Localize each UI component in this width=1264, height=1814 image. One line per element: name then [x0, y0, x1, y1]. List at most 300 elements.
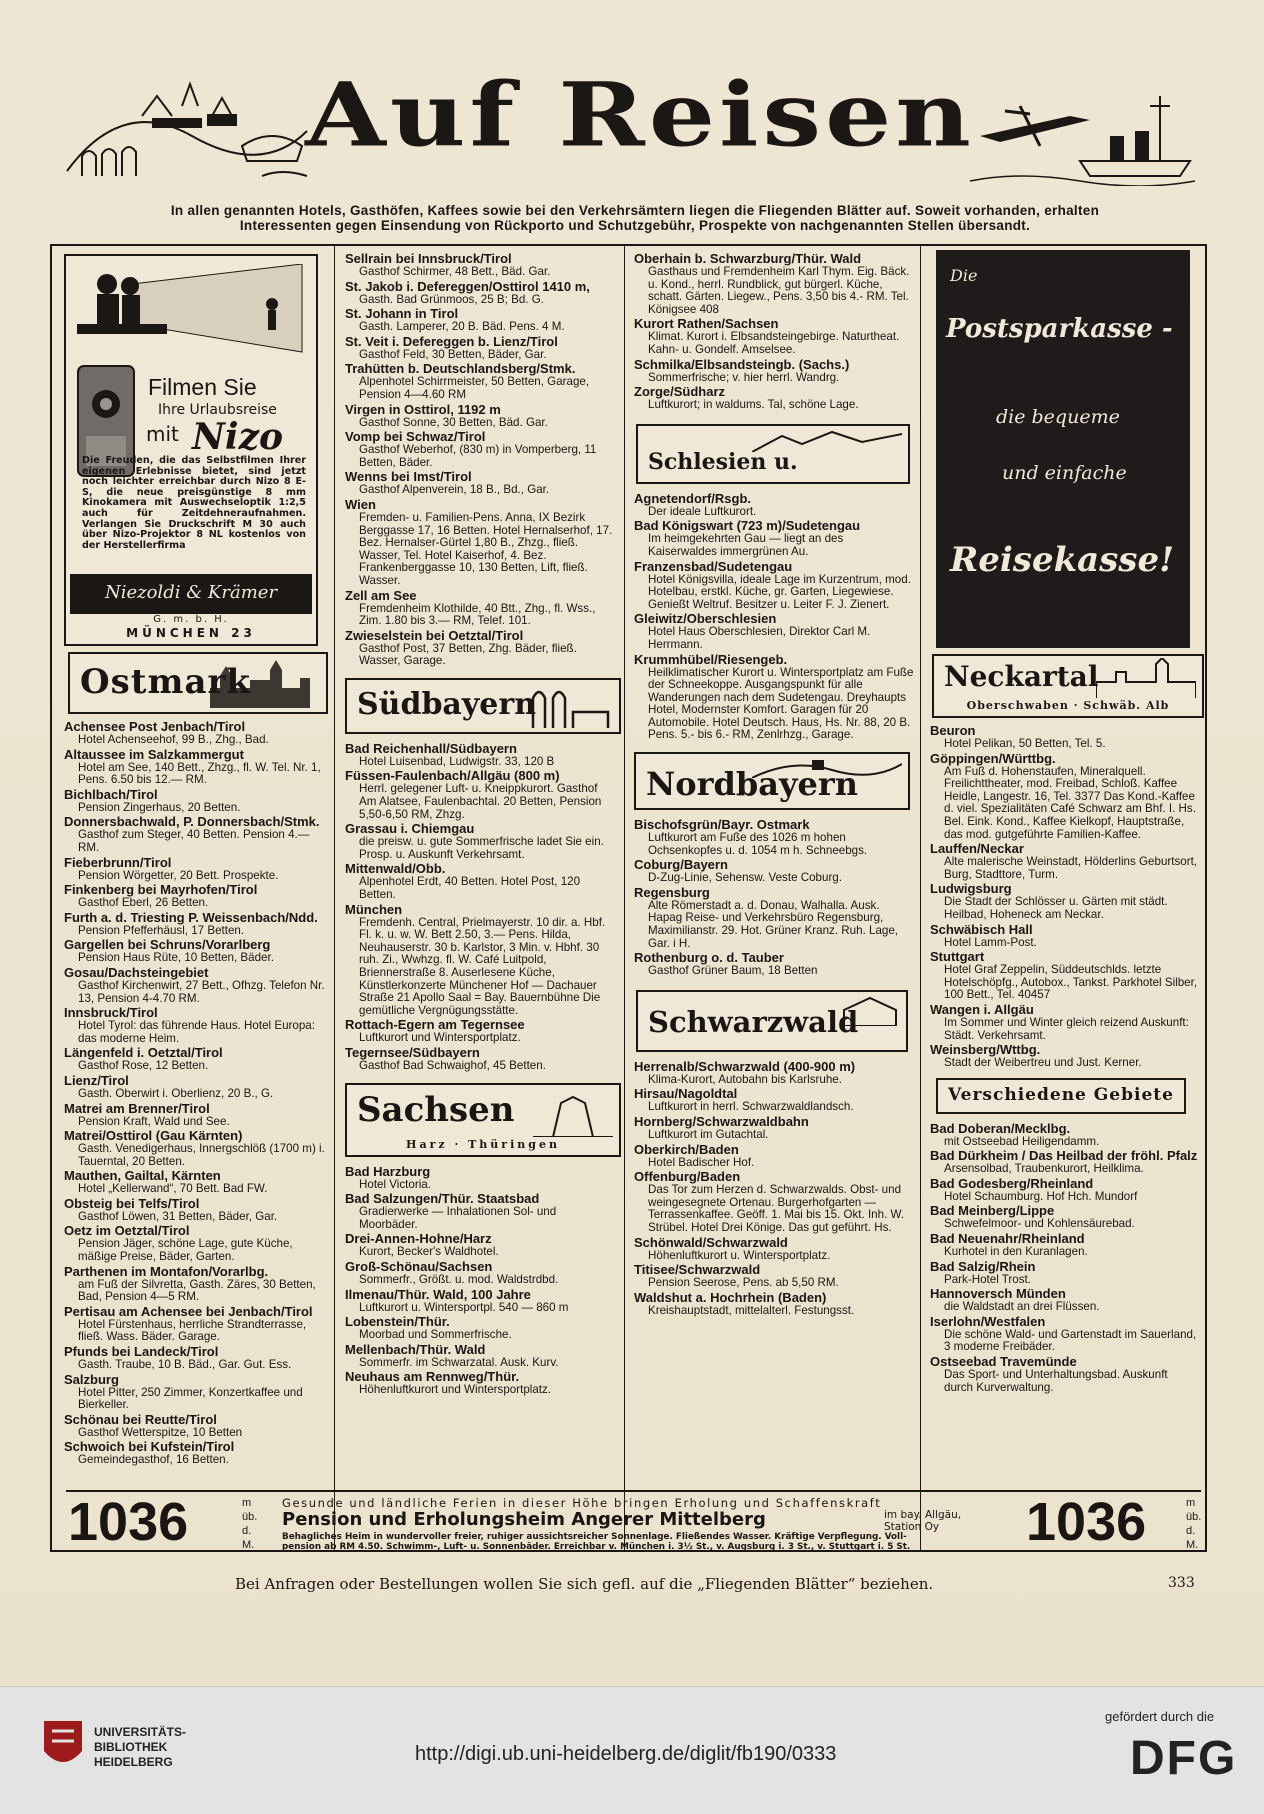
- listing-entry: [930, 1122, 1198, 1149]
- listing-ostmark: [64, 720, 326, 1467]
- listing-entry: [930, 842, 1198, 881]
- listing-entry: [64, 1440, 326, 1467]
- listing-entry: [64, 1129, 326, 1168]
- listing-entry: [634, 1236, 914, 1263]
- listing-details: die Waldstadt an drei Flüssen.: [944, 1300, 1100, 1314]
- listing-place: Iserlohn/Westfalen: [930, 1313, 1046, 1329]
- listing-entry: [64, 883, 326, 910]
- listing-details: Gasthof Schirmer, 48 Bett., Bäd. Gar.: [359, 265, 551, 278]
- column-2: [345, 252, 617, 1398]
- section-banner-schwarzwald: [636, 990, 908, 1052]
- angerer-line-1: Gesunde und ländliche Ferien in dieser Höhe bringen Erholung und Schaffenskraft: [282, 1496, 882, 1510]
- listing-schwarzwald: [634, 1060, 914, 1318]
- listing-details: Am Fuß d. Hohenstaufen, Mineralquell. Freilichttheater, mod. Freibad, Schloß. Kaffee Heidle, Langestr. 16, Tel. 3377 Das Kond.-Kaffee d. viel. Spezialitäten Café Schwarz am Bhf. I. Hs. Bel. Eink. Kond., Kaffee Kielkopf, Hauptstraße, das mod. gutgeführte Familien-Kaffee.: [944, 764, 1196, 841]
- listing-entry: [634, 385, 914, 412]
- altitude-left: 1036: [68, 1492, 189, 1552]
- listing-details: Pension Wörgetter, 20 Bett. Prospekte.: [78, 868, 279, 882]
- listing-place: Furth a. d. Triesting P. Weissenbach/Ndd.: [64, 909, 318, 925]
- listing-details: mit Ostseebad Heiligendamm.: [944, 1134, 1100, 1148]
- section-title-schlesien: Schlesien u.: [648, 448, 798, 475]
- listing-details: Alpenhotel Schirrmeister, 50 Betten, Garage, Pension 4—4.60 RM: [359, 375, 590, 401]
- projector-icon: [72, 264, 312, 354]
- listing-entry: [64, 938, 326, 965]
- listing-entry: [64, 815, 326, 854]
- listing-details: Der ideale Luftkurort.: [648, 504, 757, 518]
- listing-entry: [64, 1074, 326, 1101]
- listing-details: Gasthof Post, 37 Betten, Zhg. Bäder, fließ. Wasser, Garage.: [359, 641, 577, 668]
- listing-details: Sommerfr. im Schwarzatal. Ausk. Kurv.: [359, 1355, 559, 1369]
- listing-entry: [930, 1355, 1198, 1394]
- listing-place: Neuhaus am Rennweg/Thür.: [345, 1369, 520, 1385]
- listing-entry: [345, 280, 617, 307]
- listing-entry: [64, 1345, 326, 1372]
- listing-entry: [345, 862, 617, 901]
- intro-line-1: In allen genannten Hotels, Gasthöfen, Kaffees sowie bei den Verkehrsämtern liegen die Fliegenden Blätter auf. Soweit vorhanden, erhalten: [170, 203, 1100, 218]
- listing-place: Kurort Rathen/Sachsen: [634, 316, 779, 332]
- postsparkasse-line-1: Die: [950, 266, 978, 285]
- listing-place: Göppingen/Württbg.: [930, 750, 1056, 766]
- listing-place: Stuttgart: [930, 949, 985, 965]
- angerer-name: Pension und Erholungsheim Angerer Mittelberg: [282, 1509, 766, 1530]
- listing-entry: [345, 1343, 617, 1370]
- listing-details: die preisw. u. gute Sommerfrische ladet Sie ein. Prosp. u. Auskunft Verkehrsamt.: [359, 835, 604, 861]
- section-title-nordbayern: Nordbayern: [646, 765, 859, 804]
- train-landscape-illustration: [62, 76, 312, 186]
- listing-entry: [345, 1165, 617, 1192]
- listing-details: Luftkurort im Gutachtal.: [648, 1128, 769, 1141]
- listing-details: Hotel am See, 140 Bett., Zhzg., fl. W. Tel. Nr. 1, Pens. 6.50 bis 12.— RM.: [78, 760, 321, 787]
- section-subtitle-sachsen: Harz · Thüringen: [406, 1137, 560, 1151]
- section-title-neckartal: Neckartal: [944, 660, 1099, 693]
- listing-place: Grassau i. Chiemgau: [345, 821, 475, 837]
- listing-place: Parthenen im Montafon/Vorarlbg.: [64, 1263, 269, 1279]
- listing-place: Oetz im Oetztal/Tirol: [64, 1223, 190, 1239]
- listing-entry: [64, 1373, 326, 1412]
- listing-details: Gasthof Feld, 30 Betten, Bäder, Gar.: [359, 347, 547, 361]
- listing-details: Im Sommer und Winter gleich reizend Auskunft: Städt. Verkehrsamt.: [944, 1015, 1189, 1042]
- listing-sachsen: [345, 1165, 617, 1397]
- digitization-footer: [0, 1686, 1264, 1814]
- library-name-line-2: BIBLIOTHEK: [94, 1740, 168, 1754]
- postsparkasse-line-3: die bequeme: [996, 406, 1120, 428]
- listing-entry: [64, 966, 326, 1005]
- listing-details: Gasth. Venedigerhaus, Innergschlöß (1700 m) i. Tauerntal, 20 Betten.: [78, 1142, 325, 1168]
- listing-details: Hotel Luisenbad, Ludwigstr. 33, 120 B: [359, 754, 555, 768]
- library-name: [94, 1725, 186, 1770]
- listing-entry: [930, 1204, 1198, 1231]
- listing-details: Gradierwerke — Inhalationen Sol- und Moorbäder.: [359, 1205, 557, 1231]
- listing-place: Schmilka/Elbsandsteingb. (Sachs.): [634, 356, 850, 372]
- listing-place: Regensburg: [634, 884, 710, 900]
- listing-place: Krummhübel/Riesengeb.: [634, 651, 788, 667]
- postsparkasse-line-2: Postsparkasse -: [946, 314, 1173, 344]
- listing-place: Bad Dürkheim / Das Heilbad der fröhl. Pfalz: [930, 1148, 1198, 1164]
- listing-details: Gasthof Alpenverein, 18 B., Bd., Gar.: [359, 483, 550, 497]
- listing-entry: [634, 1087, 914, 1114]
- section-title-sachsen: Sachsen: [357, 1089, 515, 1130]
- listing-details: Gasthof Sonne, 30 Betten, Bäd. Gar.: [359, 415, 548, 429]
- listing-details: Hotel Pelikan, 50 Betten, Tel. 5.: [944, 737, 1106, 750]
- listing-entry: [345, 589, 617, 628]
- listing-place: Titisee/Schwarzwald: [634, 1262, 761, 1278]
- listing-place: Agnetendorf/Rsgb.: [634, 490, 751, 506]
- listing-details: Park-Hotel Trost.: [944, 1272, 1031, 1286]
- reference-note: Bei Anfragen oder Bestellungen wollen Sie sich gefl. auf die „Fliegenden Blätter“ beziehen.: [235, 1575, 934, 1593]
- column-3: [634, 252, 914, 1318]
- listing-entry: [345, 252, 617, 279]
- listing-place: Bad Reichenhall/Südbayern: [345, 740, 517, 756]
- listing-entry: [345, 470, 617, 497]
- listing-details: Luftkurort in herrl. Schwarzwaldlandsch.: [648, 1100, 854, 1114]
- listing-details: Gasth. Oberwirt i. Oberlienz, 20 B., G.: [78, 1086, 274, 1100]
- section-title-schwarzwald: Schwarzwald: [648, 1004, 859, 1039]
- listing-place: Hornberg/Schwarzwaldbahn: [634, 1114, 809, 1129]
- listing-details: Die schöne Wald- und Gartenstadt im Sauerland, 3 moderne Freibäder.: [944, 1327, 1197, 1354]
- listing-place: Bad Neuenahr/Rheinland: [930, 1231, 1085, 1247]
- listing-entry: [634, 612, 914, 651]
- nizo-maker-name: Niezoldi & Krämer: [104, 582, 278, 603]
- listing-details: Im heimgekehrten Gau — liegt an des Kaiserwaldes immergrünen Au.: [648, 532, 844, 558]
- listing-place: Finkenberg bei Mayrhofen/Tirol: [64, 882, 258, 898]
- listing-entry: [345, 742, 617, 769]
- listing-details: Gasthof Rose, 12 Betten.: [78, 1059, 209, 1073]
- listing-place: Lobenstein/Thür.: [345, 1314, 450, 1330]
- listing-entry: [64, 1197, 326, 1224]
- listing-entry: [930, 1043, 1198, 1070]
- listing-place: Bad Meinberg/Lippe: [930, 1203, 1055, 1219]
- listing-details: Arsensolbad, Traubenkurort, Heilklima.: [944, 1162, 1144, 1176]
- listing-place: Vomp bei Schwaz/Tirol: [345, 429, 486, 445]
- listing-entry: [64, 911, 326, 938]
- intro-text: [60, 203, 1210, 233]
- listing-details: Fremdenheim Klothilde, 40 Btt., Zhg., fl. Wss., Zim. 1.80 bis 3.— RM, Telef. 101.: [359, 601, 596, 628]
- listing-entry: [345, 430, 617, 469]
- listing-entry: [634, 1263, 914, 1290]
- listing-details: Pension Haus Rüte, 10 Betten, Bäder.: [78, 951, 274, 965]
- section-banner-schlesien: [636, 424, 910, 484]
- listing-place: Bad Salzungen/Thür. Staatsbad: [345, 1191, 540, 1207]
- listing-place: St. Veit i. Defereggen b. Lienz/Tirol: [345, 333, 558, 349]
- listing-details: Das Tor zum Herzen d. Schwarzwalds. Obst- und weingesegnete Ortenau. Burgerhofgarten — Terrassenkaffee. Geöff. 1. Mai bis 15. Okt. Inh. W. Strübel. Hotel Drei Könige. Das gut geführt. Hs.: [648, 1183, 905, 1234]
- listing-place: Coburg/Bayern: [634, 857, 728, 873]
- listing-place: Donnersbachwald, P. Donnersbach/Stmk.: [64, 814, 320, 830]
- listing-entry: [345, 1232, 617, 1259]
- listing-entry: [345, 362, 617, 401]
- listing-entry: [634, 519, 914, 558]
- listing-details: Hotel Tyrol: das führende Haus. Hotel Europa: das moderne Heim.: [78, 1019, 315, 1045]
- listing-place: Mauthen, Gailtal, Kärnten: [64, 1168, 221, 1184]
- listing-place: Hannoversch Münden: [930, 1286, 1066, 1302]
- listing-place: Ilmenau/Thür. Wald, 100 Jahre: [345, 1286, 531, 1302]
- listing-entry: [64, 856, 326, 883]
- unit-m: m: [1186, 1497, 1196, 1509]
- listing-details: am Fuß der Silvretta, Gasth. Zäres, 30 Betten, Bad, Pension 4—5 RM.: [78, 1277, 316, 1304]
- listing-entry: [345, 1315, 617, 1342]
- listing-place: Oberhain b. Schwarzburg/Thür. Wald: [634, 251, 862, 266]
- listing-details: Kurort, Becker's Waldhotel.: [359, 1245, 499, 1259]
- listing-details: Alte Römerstadt a. d. Donau, Walhalla. Ausk. Hapag Reise- und Verkehrsbüro Regensburg, Maximilianstr. 29. Hot. Grüner Kranz. Ruh. Lage, Gar. i H.: [648, 898, 899, 950]
- listing-entry: [634, 858, 914, 885]
- listing-details: Pension Zingerhaus, 20 Betten.: [78, 800, 241, 814]
- altitude-unit-right: [1186, 1496, 1201, 1552]
- listing-place: Bichlbach/Tirol: [64, 786, 158, 802]
- listing-details: Pension Pfefferhäusl, 17 Betten.: [78, 923, 245, 937]
- listing-details: Klimat. Kurort i. Elbsandsteingebirge. Naturtheat. Kahn- u. Gondelf. Amselsee.: [648, 330, 900, 356]
- listing-place: Weinsberg/Wttbg.: [930, 1042, 1041, 1058]
- listing-entry: [345, 307, 617, 334]
- listing-entry: [930, 1232, 1198, 1259]
- listing-place: Salzburg: [64, 1371, 119, 1387]
- listing-details: Hotel Königsvilla, ideale Lage im Kurzentrum, mod. Hotelbau, erstkl. Küche, gr. Garten, Liegewiese. Genießt Weltruf. Besitzer u. Leiter F. J. Zienert.: [648, 572, 911, 611]
- postsparkasse-line-4: und einfache: [1002, 462, 1127, 484]
- listing-entry: [634, 317, 914, 356]
- listing-place: Altaussee im Salzkammergut: [64, 746, 244, 762]
- funding-label: gefördert durch die: [1105, 1709, 1215, 1724]
- listing-place: Pfunds bei Landeck/Tirol: [64, 1344, 219, 1360]
- listing-entry: [345, 1370, 617, 1397]
- listing-details: Das Sport- und Unterhaltungsbad. Auskunft durch Kurverwaltung.: [944, 1368, 1168, 1394]
- column-4: [930, 654, 1198, 1395]
- nizo-headline-2: Ihre Urlaubsreise: [158, 402, 277, 418]
- listing-entry: [634, 1115, 914, 1142]
- column-rule: [624, 246, 625, 1550]
- listing-details: Höhenluftkurort und Wintersportplatz.: [359, 1383, 552, 1397]
- listing-details: Hotel Graf Zeppelin, Süddeutschlds. letzte Hotelschöpfg., Autobox., Tankst. Parkhotel Silber, 100 Bett., Tel. 40457: [944, 963, 1198, 1002]
- listing-entry: [64, 720, 326, 747]
- listing-details: Gemeindegasthof, 16 Betten.: [78, 1453, 229, 1467]
- listing-details: Schwefelmoor- und Kohlensäurebad.: [944, 1217, 1135, 1231]
- listing-place: Virgen in Osttirol, 1192 m: [345, 401, 501, 417]
- listing-details: Sommerfrische; v. hier herrl. Wandrg.: [648, 370, 840, 384]
- listing-place: Schwäbisch Hall: [930, 921, 1033, 937]
- page-title: Auf Reisen: [305, 62, 975, 167]
- listing-details: D-Zug-Linie, Sehensw. Veste Coburg.: [648, 871, 842, 885]
- listing-place: Gosau/Dachsteingebiet: [64, 964, 209, 980]
- listing-details: Gasth. Lamperer, 20 B. Bäd. Pens. 4 M.: [359, 320, 565, 334]
- listing-entry: [634, 1060, 914, 1087]
- listing-place: Wangen i. Allgäu: [930, 1001, 1034, 1017]
- listing-details: Gasthof Kirchenwirt, 27 Bett., Ofhzg. Telefon Nr. 13, Pension 4-4.70 RM.: [78, 978, 325, 1005]
- permalink-url[interactable]: http://digi.ub.uni-heidelberg.de/diglit/fb190/0333: [415, 1743, 837, 1765]
- listing-place: Beuron: [930, 723, 976, 738]
- listing-details: Fremden- u. Familien-Pens. Anna, IX Bezirk Berggasse 17, 16 Betten. Hotel Hernalserhof, 17. Bez. Hernalser-Gürtel 1,80 B., Zhzg., fließ. Wasser, Tel. Hotel Kaiserhof, 4. Bez. Frankenberggasse 10, 130 Betten, Lift, fließ. Wasser.: [359, 510, 613, 587]
- listing-details: Gasth. Traube, 10 B. Bäd., Gar. Gut. Ess.: [78, 1358, 292, 1372]
- listing-place: Hirsau/Nagoldtal: [634, 1086, 738, 1102]
- listing-place: Längenfeld i. Oetztal/Tirol: [64, 1045, 223, 1061]
- section-banner-ostmark: [68, 652, 328, 714]
- listing-place: Schönau bei Reutte/Tirol: [64, 1411, 217, 1427]
- listing-place: Bad Königswart (723 m)/Sudetengau: [634, 518, 861, 534]
- listing-entry: [930, 1003, 1198, 1042]
- section-banner-verschiedene: [936, 1078, 1186, 1114]
- listing-details: Herrl. gelegener Luft- u. Kneippkurort. Gasthof Am Alatsee, Faulenbachtal. 20 Betten, Pension 5,50-6,50 RM, Zhzg.: [359, 782, 602, 821]
- listing-ostmark-continued: [345, 252, 617, 668]
- listing-place: Trahütten b. Deutschlandsberg/Stmk.: [345, 361, 576, 377]
- listing-suedbayern: [345, 742, 617, 1073]
- listing-entry: [930, 950, 1198, 1002]
- listing-neckartal: [930, 724, 1198, 1070]
- listing-place: Ostseebad Travemünde: [930, 1354, 1077, 1370]
- listing-entry: [64, 1305, 326, 1344]
- listing-entry: [345, 1018, 617, 1045]
- angerer-advertisement: [66, 1490, 1201, 1554]
- listing-nordbayern: [634, 818, 914, 978]
- listing-entry: [345, 769, 617, 821]
- unit-M: M.: [1186, 1539, 1199, 1551]
- listing-entry: [930, 1177, 1198, 1204]
- nizo-advertisement: [64, 254, 318, 646]
- postsparkasse-line-5: Reisekasse!: [950, 540, 1175, 580]
- section-title-suedbayern: Südbayern: [357, 686, 537, 722]
- listing-place: Zorge/Südharz: [634, 384, 726, 400]
- listing-entry: [345, 1046, 617, 1073]
- listing-details: Moorbad und Sommerfrische.: [359, 1328, 512, 1342]
- listing-details: Hotel Lamm-Post.: [944, 935, 1037, 949]
- listing-entry: [64, 788, 326, 815]
- listing-details: Gasthof zum Steger, 40 Betten. Pension 4.— RM.: [78, 828, 310, 854]
- listing-place: Lienz/Tirol: [64, 1072, 129, 1088]
- nizo-headline-1: Filmen Sie: [148, 374, 257, 400]
- unit-M: M.: [242, 1539, 255, 1551]
- listing-details: Luftkurort; in waldums. Tal, schöne Lage.: [648, 398, 859, 412]
- listing-entry: [634, 886, 914, 950]
- listing-details: Hotel Badischer Hof.: [648, 1155, 755, 1169]
- listing-place: Herrenalb/Schwarzwald (400-900 m): [634, 1058, 856, 1074]
- listing-entry: [930, 882, 1198, 921]
- altitude-right: 1036: [1026, 1492, 1147, 1552]
- section-banner-neckartal: [932, 654, 1204, 718]
- listing-place: Füssen-Faulenbach/Allgäu (800 m): [345, 768, 560, 784]
- listing-details: Hotel Fürstenhaus, herrliche Strandterrasse, fließ. Wass. Bäder. Garage.: [78, 1317, 307, 1344]
- listing-place: Schwoich bei Kufstein/Tirol: [64, 1439, 235, 1455]
- listing-place: Bad Salzig/Rhein: [930, 1258, 1036, 1274]
- listing-details: Kurhotel in den Kuranlagen.: [944, 1245, 1088, 1259]
- angerer-location-1: im bay. Allgäu,: [884, 1509, 962, 1521]
- nizo-body: Die Freuden, die das Selbstfilmen Ihrer eigenen Erlebnisse bietet, sind jetzt noch leichter erreichbar durch Nizo 8 E-S, die neue preisgünstige 8 mm Kinokamera mit Auswechseloptik 1:2,5 auch für Zeitdehneraufnahmen. Verlangen Sie Druckschrift M 30 auch über Nizo-Projektor 8 NL kostenlos von der Herstellerfirma: [82, 455, 306, 551]
- listing-place: St. Johann in Tirol: [345, 306, 459, 322]
- listing-place: Gargellen bei Schruns/Vorarlberg: [64, 937, 271, 953]
- listing-entry: [634, 818, 914, 857]
- library-name-line-1: UNIVERSITÄTS-: [94, 1725, 187, 1739]
- listing-details: Gasth. Bad Grünmoos, 25 B; Bd. G.: [359, 292, 544, 306]
- listing-entry: [930, 724, 1198, 751]
- listing-place: Achensee Post Jenbach/Tirol: [64, 719, 246, 734]
- listing-details: Gasthof Wetterspitze, 10 Betten: [78, 1425, 243, 1439]
- column-1: [64, 652, 326, 1468]
- listing-entry: [634, 1291, 914, 1318]
- listing-place: Obsteig bei Telfs/Tirol: [64, 1195, 200, 1211]
- listing-place: Wenns bei Imst/Tirol: [345, 469, 472, 485]
- unit-d: d.: [242, 1525, 252, 1537]
- listing-details: Luftkurort am Fuße des 1026 m hohen Ochsenkopfes u. d. 1054 m h. Schneebgs.: [648, 831, 868, 857]
- listing-details: Gasthaus und Fremdenheim Karl Thym. Eig. Bäck. u. Kond., herrl. Rundblick, gut bürgerl. Küche, schatt. Gärten. Liegew., Pens. 3,50 bis 4.- RM. Tel. Königsee 408: [648, 265, 910, 316]
- listing-details: Hotel „Kellerwand“, 70 Bett. Bad FW.: [78, 1182, 268, 1196]
- listing-entry: [64, 1265, 326, 1304]
- listing-verschiedene: [930, 1122, 1198, 1395]
- listing-place: Bad Godesberg/Rheinland: [930, 1175, 1094, 1191]
- unit-m: m: [242, 1497, 252, 1509]
- listing-details: Stadt der Weibertreu und Just. Kerner.: [944, 1056, 1142, 1070]
- listing-place: Zell am See: [345, 587, 417, 603]
- listing-details: Hotel Achenseehof, 99 B., Zhg., Bad.: [78, 733, 269, 746]
- section-subtitle-neckartal: Oberschwaben · Schwäb. Alb: [966, 699, 1170, 713]
- listing-details: Pension Seerose, Pens. ab 5,50 RM.: [648, 1276, 839, 1290]
- listing-place: Drei-Annen-Hohne/Harz: [345, 1231, 492, 1247]
- listing-entry: [345, 403, 617, 430]
- listing-details: Gasthof Weberhof, (830 m) in Vomperberg, 11 Betten, Bäder.: [359, 443, 597, 469]
- listing-place: Fieberbrunn/Tirol: [64, 854, 172, 870]
- listing-place: Groß-Schönau/Sachsen: [345, 1258, 493, 1274]
- listing-place: Sellrain bei Innsbruck/Tirol: [345, 251, 512, 266]
- listing-entry: [64, 1169, 326, 1196]
- listing-details: Gasthof Eberl, 26 Betten.: [78, 896, 209, 910]
- plane-ship-illustration: [960, 76, 1200, 186]
- unit-ueb: üb.: [242, 1511, 258, 1523]
- listing-details: Luftkurort u. Wintersportpl. 540 — 860 m: [359, 1300, 569, 1314]
- listing-entry: [64, 1102, 326, 1129]
- listing-place: Wien: [345, 496, 376, 512]
- listing-entry: [345, 498, 617, 588]
- listing-entry: [930, 1287, 1198, 1314]
- nizo-maker-sub: G. m. b. H.: [153, 614, 229, 625]
- listing-details: Pension Jäger, schöne Lage, gute Küche, mäßige Preise, Bäder, Garten.: [78, 1237, 293, 1264]
- listing-place: Rottach-Egern am Tegernsee: [345, 1017, 525, 1033]
- listing-entry: [930, 752, 1198, 842]
- dfg-logo: DFG: [1130, 1732, 1238, 1785]
- nizo-city: MÜNCHEN 23: [126, 626, 256, 640]
- listing-entry: [64, 1006, 326, 1045]
- listing-entry: [64, 1413, 326, 1440]
- listing-details: Gasthof Grüner Baum, 18 Betten: [648, 964, 818, 978]
- nizo-headline-3: mit: [146, 422, 179, 446]
- listing-details: Fremdenh. Central, Prielmayerstr. 10 dir. a. Hbf. Fl. k. u. w. W. Bett 2.50, 3.— Pens. Hilda, Neuhauserstr. 30 b. Karlstor, 3 Min. v. Hbhf. 30 ruh. Zi., Wwhzg. fl. W. Café Luitpold, Briennerstraße 8. Auserlesene Küche, Künstlerkonzerte Münchener Hof — Dachauer Straße 21 Apollo Saal = Bay. Bauernbühne Die gemütliche Vergnügungsstätte.: [359, 915, 606, 1017]
- listing-place: Ludwigsburg: [930, 881, 1012, 897]
- listing-details: Klima-Kurort, Autobahn bis Karlsruhe.: [648, 1072, 842, 1086]
- listing-entry: [634, 252, 914, 316]
- listing-place: Tegernsee/Südbayern: [345, 1044, 480, 1060]
- listing-entry: [345, 335, 617, 362]
- listing-sachsen-continued: [634, 252, 914, 412]
- listing-entry: [345, 1288, 617, 1315]
- listing-details: Kreishauptstadt, mittelalterl. Festungsst.: [648, 1303, 855, 1317]
- listing-place: Oberkirch/Baden: [634, 1141, 739, 1157]
- listing-entry: [345, 1192, 617, 1231]
- postsparkasse-advertisement: [936, 250, 1190, 648]
- listing-entry: [930, 1260, 1198, 1287]
- column-rule: [334, 246, 335, 1550]
- listing-place: Zwieselstein bei Oetztal/Tirol: [345, 627, 524, 643]
- listing-entry: [345, 1260, 617, 1287]
- listing-place: Bad Harzburg: [345, 1163, 431, 1179]
- listing-schlesien: [634, 492, 914, 742]
- nizo-brand: Nizo: [192, 416, 284, 458]
- listing-entry: [930, 1315, 1198, 1354]
- section-banner-suedbayern: [345, 678, 621, 734]
- listing-place: Bischofsgrün/Bayr. Ostmark: [634, 817, 810, 833]
- listing-entry: [345, 822, 617, 861]
- listing-details: Hotel Pitter, 250 Zimmer, Konzertkaffee und Bierkeller.: [78, 1385, 303, 1412]
- listing-place: Matrei/Osttirol (Gau Kärnten): [64, 1128, 243, 1144]
- listing-entry: [345, 903, 617, 1018]
- listing-entry: [64, 748, 326, 787]
- listing-place: Gleiwitz/Oberschlesien: [634, 611, 777, 627]
- angerer-line-3: Behagliches Heim in wundervoller freier, ruhiger aussichtsreicher Sonnenlage. Fließendes Wasser. Kräftige Verpflegung. Voll-: [282, 1532, 907, 1542]
- listing-details: Höhenluftkurort u. Wintersportplatz.: [648, 1248, 831, 1262]
- listing-place: Mittenwald/Obb.: [345, 861, 446, 877]
- listing-entry: [634, 560, 914, 612]
- listing-place: Innsbruck/Tirol: [64, 1005, 158, 1021]
- listing-entry: [930, 1149, 1198, 1176]
